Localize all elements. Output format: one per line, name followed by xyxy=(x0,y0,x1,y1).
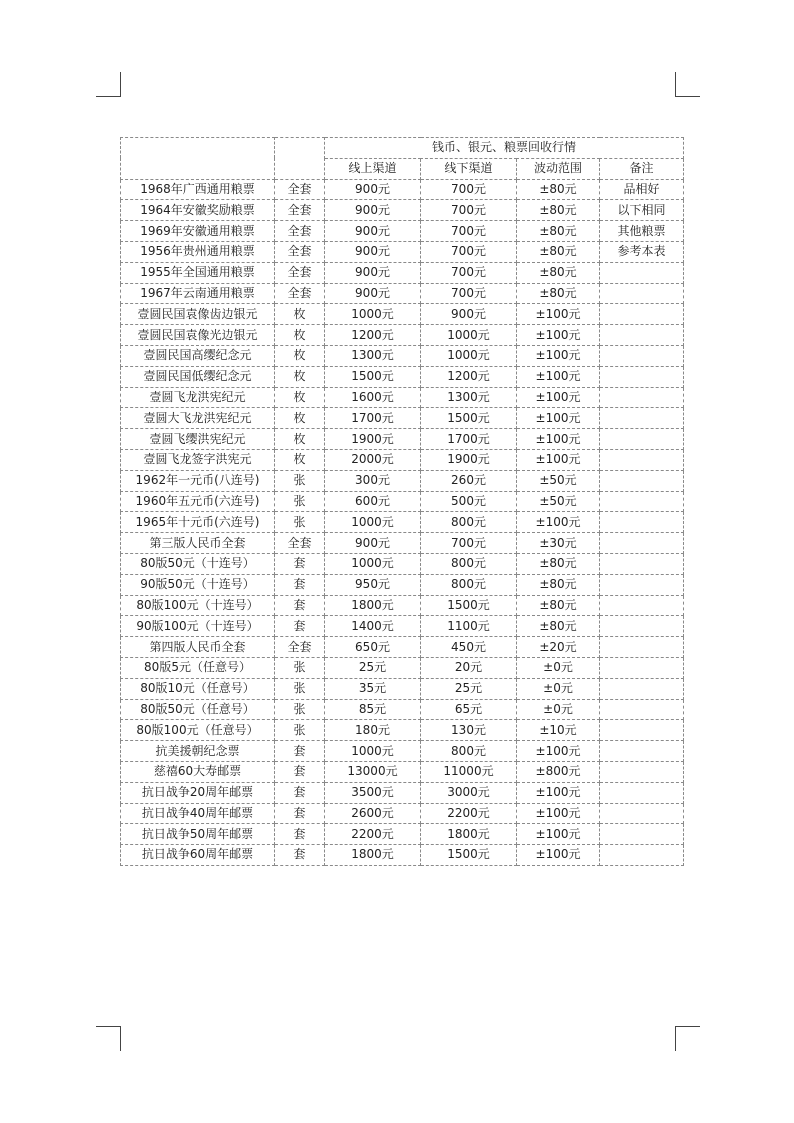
table-row xyxy=(121,408,684,429)
note-cell xyxy=(600,782,684,803)
item-name-cell: 1968年广西通用粮票 xyxy=(121,179,275,200)
item-name-cell: 慈禧60大寿邮票 xyxy=(121,761,275,782)
online-price-cell: 600元 xyxy=(325,491,421,512)
note-cell xyxy=(600,637,684,658)
note-cell xyxy=(600,574,684,595)
item-name-cell: 第四版人民币全套 xyxy=(121,637,275,658)
item-name-cell: 80版50元（任意号） xyxy=(121,699,275,720)
table-row xyxy=(121,262,684,283)
range-cell: ±80元 xyxy=(517,553,600,574)
price-table-body xyxy=(121,138,684,866)
online-price-cell: 950元 xyxy=(325,574,421,595)
offline-price-cell: 900元 xyxy=(421,304,517,325)
note-cell xyxy=(600,845,684,866)
note-cell xyxy=(600,345,684,366)
online-price-cell: 1200元 xyxy=(325,325,421,346)
range-cell: ±100元 xyxy=(517,325,600,346)
table-row xyxy=(121,283,684,304)
crop-mark-bottom-right xyxy=(675,1026,700,1051)
online-price-cell: 85元 xyxy=(325,699,421,720)
offline-price-cell: 500元 xyxy=(421,491,517,512)
offline-price-cell: 25元 xyxy=(421,678,517,699)
range-cell: ±20元 xyxy=(517,637,600,658)
online-price-cell: 25元 xyxy=(325,657,421,678)
table-row xyxy=(121,574,684,595)
note-cell xyxy=(600,720,684,741)
range-cell: ±100元 xyxy=(517,824,600,845)
item-name-cell: 80版10元（任意号） xyxy=(121,678,275,699)
online-price-cell: 900元 xyxy=(325,283,421,304)
offline-price-cell: 700元 xyxy=(421,283,517,304)
range-cell: ±100元 xyxy=(517,304,600,325)
table-row xyxy=(121,221,684,242)
unit-cell: 套 xyxy=(275,824,325,845)
item-name-cell: 1965年十元币(六连号) xyxy=(121,512,275,533)
online-price-cell: 900元 xyxy=(325,200,421,221)
note-cell xyxy=(600,283,684,304)
unit-cell: 张 xyxy=(275,470,325,491)
note-cell xyxy=(600,512,684,533)
table-row xyxy=(121,595,684,616)
note-cell xyxy=(600,553,684,574)
range-cell: ±100元 xyxy=(517,366,600,387)
header-item-cell xyxy=(121,138,275,180)
unit-cell: 张 xyxy=(275,678,325,699)
unit-cell: 张 xyxy=(275,699,325,720)
table-row xyxy=(121,387,684,408)
online-price-cell: 900元 xyxy=(325,221,421,242)
offline-price-cell: 1500元 xyxy=(421,595,517,616)
crop-mark-bottom-left xyxy=(96,1026,121,1051)
online-price-cell: 300元 xyxy=(325,470,421,491)
item-name-cell: 壹圆民国袁像齿边银元 xyxy=(121,304,275,325)
table-row xyxy=(121,678,684,699)
offline-price-cell: 2200元 xyxy=(421,803,517,824)
offline-price-cell: 800元 xyxy=(421,553,517,574)
online-price-cell: 1000元 xyxy=(325,304,421,325)
item-name-cell: 1967年云南通用粮票 xyxy=(121,283,275,304)
range-cell: ±80元 xyxy=(517,574,600,595)
online-price-cell: 1600元 xyxy=(325,387,421,408)
unit-cell: 枚 xyxy=(275,304,325,325)
table-row xyxy=(121,803,684,824)
range-cell: ±100元 xyxy=(517,803,600,824)
offline-price-cell: 11000元 xyxy=(421,761,517,782)
range-cell: ±0元 xyxy=(517,657,600,678)
unit-cell: 全套 xyxy=(275,200,325,221)
item-name-cell: 抗日战争50周年邮票 xyxy=(121,824,275,845)
column-header-range: 波动范围 xyxy=(517,158,600,179)
item-name-cell: 抗日战争20周年邮票 xyxy=(121,782,275,803)
unit-cell: 套 xyxy=(275,616,325,637)
range-cell: ±100元 xyxy=(517,449,600,470)
table-row xyxy=(121,429,684,450)
range-cell: ±100元 xyxy=(517,741,600,762)
unit-cell: 套 xyxy=(275,803,325,824)
online-price-cell: 35元 xyxy=(325,678,421,699)
unit-cell: 枚 xyxy=(275,345,325,366)
range-cell: ±100元 xyxy=(517,512,600,533)
online-price-cell: 2600元 xyxy=(325,803,421,824)
note-cell xyxy=(600,470,684,491)
unit-cell: 枚 xyxy=(275,366,325,387)
note-cell xyxy=(600,678,684,699)
offline-price-cell: 1100元 xyxy=(421,616,517,637)
table-row xyxy=(121,657,684,678)
range-cell: ±30元 xyxy=(517,533,600,554)
note-cell xyxy=(600,699,684,720)
item-name-cell: 壹圆飞龙签字洪宪元 xyxy=(121,449,275,470)
table-row xyxy=(121,179,684,200)
online-price-cell: 2200元 xyxy=(325,824,421,845)
price-table xyxy=(120,137,684,866)
range-cell: ±50元 xyxy=(517,491,600,512)
range-cell: ±100元 xyxy=(517,387,600,408)
note-cell xyxy=(600,761,684,782)
item-name-cell: 壹圆民国低缨纪念元 xyxy=(121,366,275,387)
item-name-cell: 抗日战争40周年邮票 xyxy=(121,803,275,824)
unit-cell: 枚 xyxy=(275,387,325,408)
table-row xyxy=(121,241,684,262)
offline-price-cell: 700元 xyxy=(421,200,517,221)
unit-cell: 全套 xyxy=(275,262,325,283)
note-cell xyxy=(600,387,684,408)
note-cell xyxy=(600,429,684,450)
offline-price-cell: 800元 xyxy=(421,741,517,762)
offline-price-cell: 700元 xyxy=(421,533,517,554)
unit-cell: 张 xyxy=(275,491,325,512)
unit-cell: 全套 xyxy=(275,221,325,242)
item-name-cell: 抗美援朝纪念票 xyxy=(121,741,275,762)
unit-cell: 套 xyxy=(275,782,325,803)
table-row xyxy=(121,491,684,512)
crop-mark-top-right xyxy=(675,72,700,97)
table-row xyxy=(121,449,684,470)
note-cell xyxy=(600,803,684,824)
offline-price-cell: 800元 xyxy=(421,512,517,533)
range-cell: ±100元 xyxy=(517,408,600,429)
range-cell: ±50元 xyxy=(517,470,600,491)
item-name-cell: 壹圆飞缨洪宪纪元 xyxy=(121,429,275,450)
item-name-cell: 1960年五元币(六连号) xyxy=(121,491,275,512)
offline-price-cell: 65元 xyxy=(421,699,517,720)
online-price-cell: 650元 xyxy=(325,637,421,658)
unit-cell: 全套 xyxy=(275,283,325,304)
range-cell: ±0元 xyxy=(517,678,600,699)
online-price-cell: 1900元 xyxy=(325,429,421,450)
online-price-cell: 900元 xyxy=(325,262,421,283)
column-header-online: 线上渠道 xyxy=(325,158,421,179)
range-cell: ±80元 xyxy=(517,241,600,262)
offline-price-cell: 1200元 xyxy=(421,366,517,387)
online-price-cell: 13000元 xyxy=(325,761,421,782)
note-cell xyxy=(600,304,684,325)
online-price-cell: 1000元 xyxy=(325,553,421,574)
note-cell xyxy=(600,449,684,470)
table-row xyxy=(121,741,684,762)
range-cell: ±80元 xyxy=(517,221,600,242)
header-unit-cell xyxy=(275,138,325,180)
column-header-offline: 线下渠道 xyxy=(421,158,517,179)
item-name-cell: 1964年安徽奖励粮票 xyxy=(121,200,275,221)
online-price-cell: 1000元 xyxy=(325,512,421,533)
item-name-cell: 壹圆飞龙洪宪纪元 xyxy=(121,387,275,408)
unit-cell: 张 xyxy=(275,720,325,741)
table-row xyxy=(121,845,684,866)
item-name-cell: 壹圆大飞龙洪宪纪元 xyxy=(121,408,275,429)
note-cell xyxy=(600,491,684,512)
offline-price-cell: 1900元 xyxy=(421,449,517,470)
item-name-cell: 第三版人民币全套 xyxy=(121,533,275,554)
table-row xyxy=(121,366,684,387)
table-title: 钱币、银元、粮票回收行情 xyxy=(325,138,684,159)
note-cell xyxy=(600,366,684,387)
online-price-cell: 1500元 xyxy=(325,366,421,387)
column-header-note: 备注 xyxy=(600,158,684,179)
offline-price-cell: 260元 xyxy=(421,470,517,491)
item-name-cell: 1956年贵州通用粮票 xyxy=(121,241,275,262)
offline-price-cell: 1500元 xyxy=(421,408,517,429)
range-cell: ±10元 xyxy=(517,720,600,741)
online-price-cell: 1000元 xyxy=(325,741,421,762)
item-name-cell: 1962年一元币(八连号) xyxy=(121,470,275,491)
unit-cell: 套 xyxy=(275,761,325,782)
table-row xyxy=(121,200,684,221)
table-row xyxy=(121,325,684,346)
item-name-cell: 1969年安徽通用粮票 xyxy=(121,221,275,242)
offline-price-cell: 3000元 xyxy=(421,782,517,803)
range-cell: ±100元 xyxy=(517,845,600,866)
unit-cell: 套 xyxy=(275,845,325,866)
unit-cell: 张 xyxy=(275,657,325,678)
offline-price-cell: 800元 xyxy=(421,574,517,595)
offline-price-cell: 700元 xyxy=(421,221,517,242)
note-cell xyxy=(600,595,684,616)
table-row xyxy=(121,637,684,658)
table-row xyxy=(121,699,684,720)
online-price-cell: 180元 xyxy=(325,720,421,741)
unit-cell: 枚 xyxy=(275,408,325,429)
offline-price-cell: 20元 xyxy=(421,657,517,678)
online-price-cell: 900元 xyxy=(325,179,421,200)
crop-mark-top-left xyxy=(96,72,121,97)
range-cell: ±80元 xyxy=(517,200,600,221)
table-row xyxy=(121,616,684,637)
range-cell: ±100元 xyxy=(517,782,600,803)
item-name-cell: 抗日战争60周年邮票 xyxy=(121,845,275,866)
note-cell xyxy=(600,657,684,678)
online-price-cell: 1300元 xyxy=(325,345,421,366)
unit-cell: 全套 xyxy=(275,637,325,658)
offline-price-cell: 700元 xyxy=(421,262,517,283)
unit-cell: 套 xyxy=(275,574,325,595)
offline-price-cell: 1500元 xyxy=(421,845,517,866)
item-name-cell: 1955年全国通用粮票 xyxy=(121,262,275,283)
note-cell: 参考本表 xyxy=(600,241,684,262)
note-cell: 其他粮票 xyxy=(600,221,684,242)
unit-cell: 套 xyxy=(275,741,325,762)
item-name-cell: 90版100元（十连号） xyxy=(121,616,275,637)
range-cell: ±800元 xyxy=(517,761,600,782)
range-cell: ±80元 xyxy=(517,283,600,304)
offline-price-cell: 1000元 xyxy=(421,345,517,366)
unit-cell: 套 xyxy=(275,595,325,616)
item-name-cell: 壹圆民国高缨纪念元 xyxy=(121,345,275,366)
item-name-cell: 80版100元（十连号） xyxy=(121,595,275,616)
online-price-cell: 900元 xyxy=(325,533,421,554)
unit-cell: 张 xyxy=(275,512,325,533)
note-cell xyxy=(600,325,684,346)
range-cell: ±80元 xyxy=(517,595,600,616)
offline-price-cell: 130元 xyxy=(421,720,517,741)
range-cell: ±100元 xyxy=(517,345,600,366)
offline-price-cell: 1800元 xyxy=(421,824,517,845)
range-cell: ±80元 xyxy=(517,179,600,200)
item-name-cell: 80版5元（任意号） xyxy=(121,657,275,678)
offline-price-cell: 700元 xyxy=(421,241,517,262)
note-cell xyxy=(600,616,684,637)
note-cell: 以下相同 xyxy=(600,200,684,221)
online-price-cell: 1800元 xyxy=(325,595,421,616)
unit-cell: 全套 xyxy=(275,179,325,200)
table-row xyxy=(121,470,684,491)
online-price-cell: 1800元 xyxy=(325,845,421,866)
table-row xyxy=(121,345,684,366)
table-row xyxy=(121,824,684,845)
offline-price-cell: 450元 xyxy=(421,637,517,658)
online-price-cell: 900元 xyxy=(325,241,421,262)
item-name-cell: 壹圆民国袁像光边银元 xyxy=(121,325,275,346)
unit-cell: 枚 xyxy=(275,449,325,470)
item-name-cell: 80版100元（任意号） xyxy=(121,720,275,741)
offline-price-cell: 1300元 xyxy=(421,387,517,408)
online-price-cell: 1700元 xyxy=(325,408,421,429)
table-row xyxy=(121,512,684,533)
table-row xyxy=(121,761,684,782)
note-cell xyxy=(600,824,684,845)
table-row xyxy=(121,720,684,741)
range-cell: ±0元 xyxy=(517,699,600,720)
item-name-cell: 80版50元（十连号） xyxy=(121,553,275,574)
note-cell xyxy=(600,262,684,283)
note-cell xyxy=(600,408,684,429)
header-row-title xyxy=(121,138,684,159)
unit-cell: 全套 xyxy=(275,533,325,554)
table-row xyxy=(121,553,684,574)
note-cell xyxy=(600,533,684,554)
range-cell: ±80元 xyxy=(517,262,600,283)
online-price-cell: 2000元 xyxy=(325,449,421,470)
unit-cell: 枚 xyxy=(275,429,325,450)
unit-cell: 全套 xyxy=(275,241,325,262)
range-cell: ±100元 xyxy=(517,429,600,450)
offline-price-cell: 1000元 xyxy=(421,325,517,346)
online-price-cell: 1400元 xyxy=(325,616,421,637)
note-cell xyxy=(600,741,684,762)
table-row xyxy=(121,533,684,554)
unit-cell: 套 xyxy=(275,553,325,574)
note-cell: 品相好 xyxy=(600,179,684,200)
offline-price-cell: 1700元 xyxy=(421,429,517,450)
offline-price-cell: 700元 xyxy=(421,179,517,200)
unit-cell: 枚 xyxy=(275,325,325,346)
online-price-cell: 3500元 xyxy=(325,782,421,803)
range-cell: ±80元 xyxy=(517,616,600,637)
table-row xyxy=(121,782,684,803)
table-row xyxy=(121,304,684,325)
item-name-cell: 90版50元（十连号） xyxy=(121,574,275,595)
